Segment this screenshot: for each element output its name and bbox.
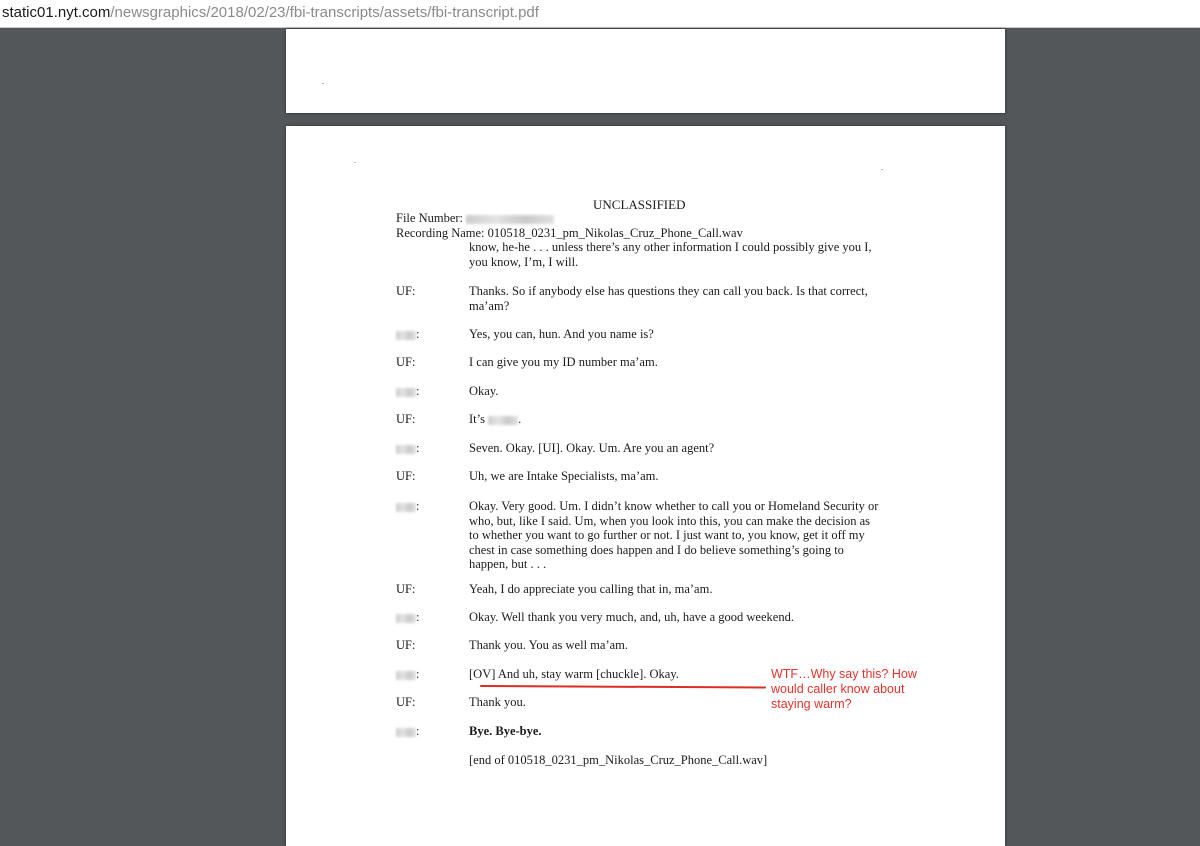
speaker-label: [396, 610, 419, 625]
utterance-text: It’s .: [469, 412, 522, 426]
text-line: Thank you.: [469, 695, 526, 709]
redacted-file-number: [466, 215, 554, 224]
speaker-label: UF:: [396, 469, 416, 483]
utterance: [469, 384, 498, 399]
text-line: Bye. Bye-bye.: [469, 724, 542, 738]
text-line: happen, but . . .: [469, 557, 547, 571]
address-bar[interactable]: [0, 0, 1200, 28]
redacted-speaker: [396, 445, 416, 454]
classification-heading: UNCLASSIFIED: [593, 197, 686, 212]
redacted-speaker: [396, 388, 416, 397]
utterance: [469, 284, 868, 314]
text-line: Yes, you can, hun. And you name is?: [469, 327, 654, 341]
speaker-label: UF:: [396, 284, 416, 298]
annotation-line: staying warm?: [771, 697, 852, 711]
text-line: Okay.: [469, 384, 499, 398]
speaker-colon: :: [416, 327, 420, 341]
utterance: [469, 582, 712, 597]
url-host: static01.nyt.com: [2, 4, 111, 21]
speaker-label: UF:: [396, 582, 416, 596]
utterance: [469, 355, 658, 370]
speaker-label: [396, 327, 419, 342]
utterance: [469, 724, 542, 739]
text-line: who, but, like I said. Um, when you look into this, you can make the decision as: [469, 513, 870, 528]
file-number-label: File Number:: [396, 211, 464, 225]
speaker-colon: :: [416, 610, 420, 624]
recording-name-label: Recording Name:: [396, 226, 485, 240]
text-line: chest in case something does happen and I do believe something’s going to: [469, 542, 844, 557]
redacted-speaker: [396, 331, 416, 340]
text-line: Yeah, I do appreciate you calling that in, ma’am.: [469, 582, 713, 596]
utterance: [469, 638, 628, 653]
scan-speck: [881, 169, 883, 170]
redacted-speaker: [396, 503, 416, 512]
pdf-page-previous: [286, 29, 1005, 113]
redacted-speaker: [396, 728, 416, 737]
continuation-text: [469, 240, 872, 270]
speaker-label: UF:: [396, 638, 416, 652]
redacted-speaker: [396, 671, 416, 680]
text-line: Thanks. So if anybody else has questions they can call you back. Is that correct,: [469, 284, 868, 298]
url-path: /newsgraphics/2018/02/23/fbi-transcripts/assets/fbi-transcript.pdf: [110, 4, 539, 21]
redacted-speaker: [396, 614, 416, 623]
speaker-colon: :: [416, 441, 420, 455]
speaker-colon: :: [416, 499, 420, 513]
recording-name-line: [396, 226, 743, 241]
utterance: [469, 610, 794, 625]
speaker-label: UF:: [396, 695, 416, 709]
speaker-colon: :: [416, 724, 420, 738]
speaker-colon: :: [416, 384, 420, 398]
text-line: you know, I’m, I will.: [469, 255, 579, 269]
speaker-label: [396, 724, 419, 739]
speaker-label: [396, 667, 419, 682]
end-note: [end of 010518_0231_pm_Nikolas_Cruz_Phone_Call.wav]: [469, 753, 768, 767]
text-line: to whether you want to go further or not. I just want to, you know, get it off my: [469, 528, 865, 542]
utterance: [469, 469, 659, 484]
file-number-line: [396, 211, 554, 226]
utterance: [469, 499, 878, 572]
text-line: know, he-he . . . unless there’s any other information I could possibly give you I,: [469, 240, 872, 254]
annotation-line: would caller know about: [771, 682, 905, 696]
speaker-label: UF:: [396, 412, 416, 426]
text-line: Thank you. You as well ma’am.: [469, 638, 629, 652]
red-annotation: [771, 667, 917, 712]
scan-speck: [322, 83, 324, 84]
text-line: ma’am?: [469, 299, 510, 313]
text-line: Okay. Well thank you very much, and, uh, have a good weekend.: [469, 610, 794, 624]
scan-speck: [354, 162, 356, 163]
text-line: [OV] And uh, stay warm [chuckle]. Okay.: [469, 667, 679, 681]
speaker-label: [396, 384, 419, 399]
text-line: Seven. Okay. [UI]. Okay. Um. Are you an agent?: [469, 441, 715, 455]
utterance: [469, 412, 521, 427]
utterance: [469, 327, 654, 342]
text-line: Uh, we are Intake Specialists, ma’am.: [469, 469, 659, 483]
utterance: [469, 667, 679, 682]
annotation-line: WTF…Why say this? How: [771, 667, 917, 681]
text-line: I can give you my ID number ma’am.: [469, 355, 658, 369]
speaker-label: [396, 499, 419, 514]
redacted-id-number: [488, 416, 518, 425]
speaker-label: [396, 441, 419, 456]
text-line: [469, 412, 521, 427]
speaker-label: UF:: [396, 355, 416, 369]
speaker-colon: :: [416, 667, 420, 681]
pdf-page-transcript: [286, 126, 1005, 846]
utterance: [469, 695, 526, 710]
text-line: Okay. Very good. Um. I didn’t know whether to call you or Homeland Security or: [469, 499, 879, 513]
recording-name-value: 010518_0231_pm_Nikolas_Cruz_Phone_Call.wav: [487, 226, 743, 240]
utterance: [469, 441, 714, 456]
